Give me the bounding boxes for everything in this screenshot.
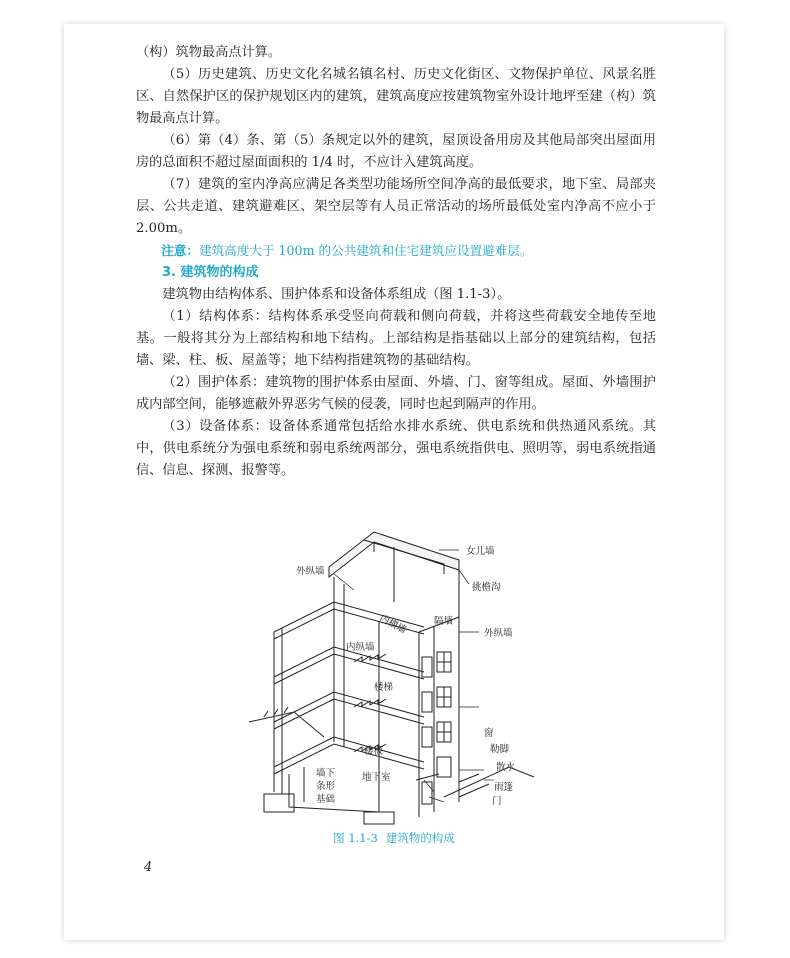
paragraph-6: （1）结构体系：结构体系承受竖向荷载和侧向荷载，并将这些荷载安全地传至地基。一般将其分为上部结构和地下结构。上部结构是指基础以上部分的建筑结构，包括墙、梁、柱、板、屋盖等；地下结构指建筑物的基础结构。 — [136, 309, 656, 368]
paragraph-1: （构）筑物最高点计算。 — [136, 45, 282, 60]
label-outer-long-wall-right: 外纵墙 — [484, 628, 513, 639]
label-window: 窗 — [484, 728, 494, 739]
building-composition-figure — [244, 512, 544, 827]
page-number: 4 — [144, 860, 153, 875]
paragraph-2: （5）历史建筑、历史文化名城名镇名村、历史文化街区、文物保护单位、风景名胜区、自然保护区的保护规划区内的建筑，建筑高度应按建筑物室外设计地坪至建（构）筑物最高点计算。 — [136, 67, 656, 126]
label-plinth: 勒脚 — [490, 744, 510, 755]
label-partition-wall: 隔墙 — [434, 616, 454, 627]
caption-title: 建筑物的构成 — [385, 831, 455, 845]
paragraph-4: （7）建筑的室内净高应满足各类型功能场所空间净高的最低要求，地下室、局部夹层、公共走道、建筑避难区、架空层等有人员正常活动的场所最低处室内净高不应小于 2.00m。 — [136, 177, 656, 236]
paragraph-8: （3）设备体系：设备体系通常包括给水排水系统、供电系统和供热通风系统。其中，供电系统分为强电系统和弱电系统两部分，强电系统指供电、照明等，弱电系统指通信、信息、探测、报警等。 — [136, 419, 656, 478]
label-eaves-gutter: 挑檐沟 — [472, 582, 501, 593]
section-heading: 3. 建筑物的构成 — [162, 265, 259, 280]
body-text — [136, 42, 656, 482]
paragraph-3: （6）第（4）条、第（5）条规定以外的建筑，屋顶设备用房及其他局部突出屋面用房的总面积不超过屋面面积的 1/4 时，不应计入建筑高度。 — [136, 133, 656, 170]
label-outer-long-wall-left: 外纵墙 — [296, 566, 325, 577]
paragraph-7: （2）围护体系：建筑物的围护体系由屋面、外墙、门、窗等组成。屋面、外墙围护成内部空间，能够遮蔽外界恶劣气候的侵袭，同时也起到隔声的作用。 — [136, 375, 656, 412]
label-inner-long-wall: 内纵墙 — [346, 642, 375, 653]
label-parapet: 女儿墙 — [466, 546, 495, 557]
note-text: 建筑高度大于 100m 的公共建筑和住宅建筑应设置避难层。 — [198, 243, 533, 258]
caption-number: 图 1.1-3 — [333, 831, 378, 845]
label-inner-cross-wall: 内横墙 — [377, 612, 408, 637]
paragraph-5: 建筑物由结构体系、围护体系和设备体系组成（图 1.1-3）。 — [162, 287, 511, 302]
label-wall-foundation-2: 条形 — [316, 781, 336, 792]
figure-caption — [64, 830, 724, 846]
page-sheet — [64, 24, 724, 940]
label-canopy: 雨篷 — [494, 782, 514, 793]
label-wall-foundation-3: 基础 — [316, 794, 336, 805]
label-apron: 散水 — [496, 762, 516, 773]
label-door: 门 — [492, 796, 502, 807]
note — [136, 240, 656, 262]
label-stairs: 楼梯 — [374, 682, 394, 693]
note-label: 注意： — [161, 243, 199, 258]
label-floor-slab: 楼板 — [364, 746, 384, 757]
building-section-drawing — [244, 512, 544, 827]
label-basement: 地下室 — [362, 772, 391, 783]
label-wall-foundation-1: 墙下 — [316, 768, 336, 779]
